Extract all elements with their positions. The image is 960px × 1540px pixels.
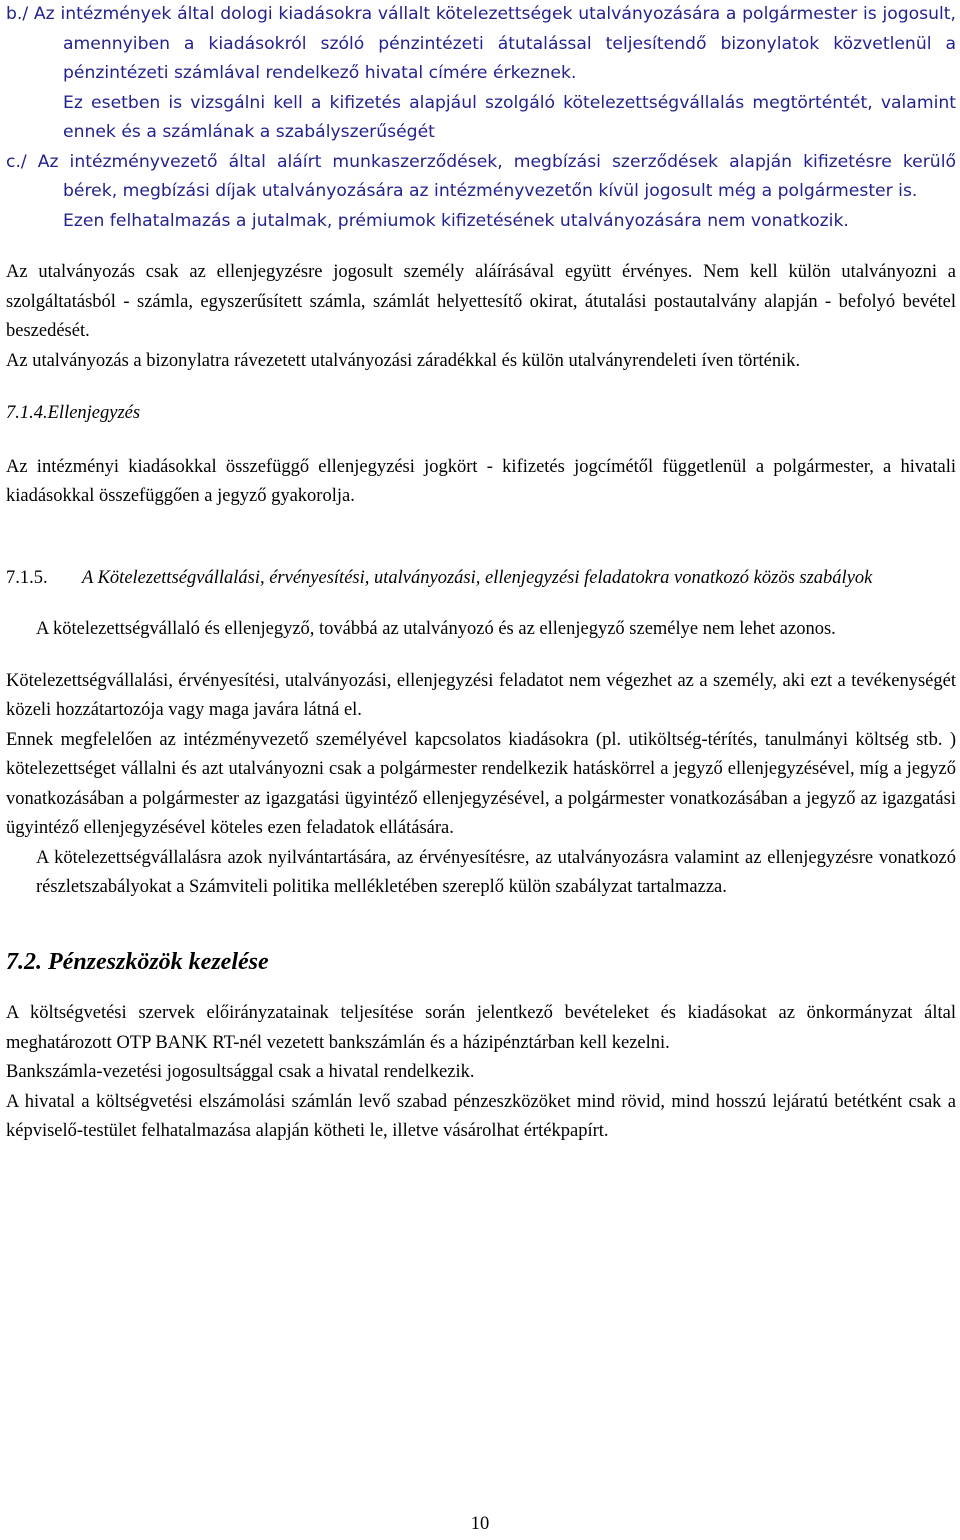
page-number: 10: [470, 1514, 490, 1534]
paragraph-c-note: Ezen felhatalmazás a jutalmak, prémiumok kifizetésének utalványozására nem vonatkozik.: [63, 210, 849, 231]
heading-7-2: 7.2. Pénzeszközök kezelése: [6, 948, 269, 975]
paragraph-countersign: Az intézményi kiadásokkal összefüggő ellenjegyzési jogkört - kifizetés jogcímétől függetlenül a polgármester, a hivatali kiadásokkal összefüggően a jegyző gyakorolja.: [6, 456, 956, 506]
heading-7-1-4: 7.1.4.Ellenjegyzés: [6, 403, 141, 423]
heading-7-1-5-title: A Kötelezettségvállalási, érvényesítési, utalványozási, ellenjegyzési feladatokra vonatkozó közös szabályok: [82, 567, 873, 588]
paragraph-b-continued: Ez esetben is vizsgálni kell a kifizetés alapjául szolgáló kötelezettségvállalás megtörténtét, valamint ennek és a számlának a szabályszerűségét: [63, 92, 956, 142]
paragraph-voucher: Az utalványozás a bizonylatra rávezetett utalványozási záradékkal és külön utalványrendeleti íven történik.: [6, 350, 801, 371]
paragraph-separation: A kötelezettségvállaló és ellenjegyző, továbbá az utalványozó és az ellenjegyző személye nem lehet azonos.: [36, 619, 836, 639]
paragraph-c: c./ Az intézményvezető által aláírt munkaszerződések, megbízási szerződések alapján kifizetésre kerülő bérek, megbízási díjak utalványozására az intézményvezetőn kívül jogosult még a polgármester is.: [6, 151, 956, 201]
document-page: [6, 0, 956, 1147]
paragraph-revenues: A költségvetési szervek előirányzatainak teljesítése során jelentkező bevételeket és kiadásokat az önkormányzat által meghatározott OTP BANK RT-nél vezetett bankszámlán és a házipénztárban kell kezelni.: [6, 1003, 956, 1053]
paragraph-b: b./ Az intézmények által dologi kiadásokra vállalt kötelezettségek utalványozására a polgármester is jogosult, amennyiben a kiadásokról szóló pénzintézeti átutalással teljesítendő bizonylatok közvetlenül a pénzintézeti számlával rendelkező hivatal címére érkeznek.: [6, 4, 956, 83]
paragraph-deposits: A hivatal a költségvetési elszámolási számlán levő szabad pénzeszközöket mind rövid, mind hosszú lejáratú betétként csak a képviselő-testület felhatalmazása alapján kötheti le, illetve vásárolhat értékpapírt.: [6, 1091, 956, 1141]
paragraph-head-expenses: Ennek megfelelően az intézményvezető személyével kapcsolatos kiadásokra (pl. utiköltség-térítés, tanulmányi költség stb. ) kötelezettséget vállalni és azt utalványozni csak a polgármester rendelkezik hatáskörrel a jegyző ellenjegyzésével, míg a jegyző vonatkozásában a polgármester az igazgatási ügyintéző ellenjegyzésével, a polgármester vonatkozásában a jegyző az igazgatási ügyintéző ellenjegyzésével köteles ezen feladatok ellátására.: [6, 729, 956, 838]
paragraph-authorization: Az utalványozás csak az ellenjegyzésre jogosult személy aláírásával együtt érvényes. Nem kell külön utalványozni a szolgáltatásból - számla, egyszerűsített számla, számlát helyettesítő okirat, átutalási postautalvány alapján - befolyó bevétel beszedését.: [6, 262, 956, 341]
paragraph-bank-account: Bankszámla-vezetési jogosultsággal csak a hivatal rendelkezik.: [6, 1062, 475, 1082]
heading-7-1-5-number: 7.1.5.: [6, 567, 48, 588]
paragraph-detailed-rules: A kötelezettségvállalásra azok nyilvántartására, az érvényesítésre, az utalványozásra valamint az ellenjegyzésre vonatkozó részletszabályokat a Számviteli politika mellékletében szereplő külön szabályzat tartalmazza.: [36, 847, 956, 897]
heading-7-1-5: [6, 564, 956, 594]
paragraph-conflict: Kötelezettségvállalási, érvényesítési, utalványozási, ellenjegyzési feladatot nem végezhet az a személy, aki ezt a tevékenységét közeli hozzátartozója vagy maga javára látná el.: [6, 670, 956, 720]
